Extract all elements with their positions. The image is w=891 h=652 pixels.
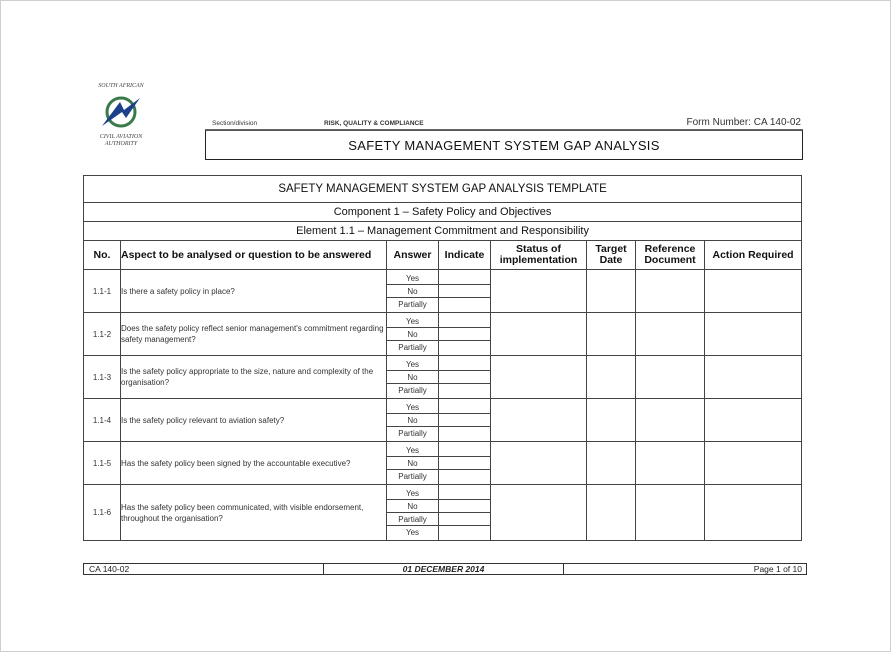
- template-title: SAFETY MANAGEMENT SYSTEM GAP ANALYSIS TEMPLATE: [84, 176, 802, 203]
- status-cell[interactable]: [491, 313, 587, 356]
- answer-option[interactable]: No: [387, 285, 438, 298]
- logo-bottom-line2: AUTHORITY: [104, 141, 138, 147]
- indicate-cell[interactable]: [439, 272, 490, 285]
- footer-doc-code: CA 140-02: [84, 564, 324, 574]
- indicate-cell[interactable]: [439, 427, 490, 440]
- table-row: [84, 485, 802, 541]
- answer-options: [387, 313, 439, 356]
- table-row: [84, 270, 802, 313]
- status-cell[interactable]: [491, 356, 587, 399]
- indicate-cell[interactable]: [439, 414, 490, 427]
- indicate-cell[interactable]: [439, 470, 490, 483]
- answer-option[interactable]: Partially: [398, 343, 427, 352]
- answer-option[interactable]: No: [387, 500, 438, 513]
- indicate-cell[interactable]: [439, 285, 490, 298]
- action-cell[interactable]: [705, 485, 802, 541]
- element-heading: Element 1.1 – Management Commitment and Responsibility: [84, 222, 802, 241]
- question-text: Is the safety policy appropriate to the size, nature and complexity of the organisation?: [121, 356, 387, 399]
- section-label: Section/division: [212, 120, 258, 127]
- question-text: Is the safety policy relevant to aviation safety?: [121, 399, 387, 442]
- action-cell[interactable]: [705, 399, 802, 442]
- indicate-cells: [439, 270, 491, 313]
- document-title: SAFETY MANAGEMENT SYSTEM GAP ANALYSIS: [205, 130, 803, 160]
- footer-date: 01 DECEMBER 2014: [324, 564, 564, 574]
- target-date-cell[interactable]: [587, 356, 636, 399]
- answer-option[interactable]: No: [387, 457, 438, 470]
- answer-options: [387, 485, 439, 541]
- col-answer: Answer: [387, 241, 439, 270]
- col-action: Action Required: [705, 241, 802, 270]
- col-status: Status of implementation: [491, 241, 587, 270]
- table-body: [84, 270, 802, 541]
- answer-option[interactable]: Yes: [387, 401, 438, 414]
- answer-option[interactable]: Yes: [405, 528, 420, 537]
- indicate-cell[interactable]: [439, 298, 490, 311]
- question-number: 1.1-3: [84, 356, 121, 399]
- form-number: Form Number: CA 140-02: [686, 117, 801, 128]
- question-text: Does the safety policy reflect senior management's commitment regarding safety management?: [121, 313, 387, 356]
- action-cell[interactable]: [705, 442, 802, 485]
- logo-top-text: SOUTH AFRICAN: [98, 83, 144, 89]
- status-cell[interactable]: [491, 270, 587, 313]
- indicate-cells: [439, 442, 491, 485]
- answer-options: [387, 399, 439, 442]
- col-reference: Reference Document: [636, 241, 705, 270]
- section-value: RISK, QUALITY & COMPLIANCE: [324, 120, 424, 127]
- action-cell[interactable]: [705, 270, 802, 313]
- indicate-cell[interactable]: [439, 341, 490, 354]
- table-row: [84, 442, 802, 485]
- indicate-cells: [439, 313, 491, 356]
- indicate-cell[interactable]: [439, 500, 490, 513]
- indicate-cell[interactable]: [439, 487, 490, 500]
- bird-emblem-icon: [96, 92, 146, 132]
- target-date-cell[interactable]: [587, 485, 636, 541]
- answer-option[interactable]: No: [387, 414, 438, 427]
- answer-option[interactable]: Yes: [387, 272, 438, 285]
- col-target-date: Target Date: [587, 241, 636, 270]
- reference-cell[interactable]: [636, 270, 705, 313]
- indicate-cell[interactable]: [439, 401, 490, 414]
- logo-bottom-line1: CIVIL AVIATION: [99, 134, 143, 140]
- sacaa-logo: [88, 83, 154, 155]
- indicate-cell[interactable]: [439, 371, 490, 384]
- column-header-row: [84, 241, 802, 270]
- action-cell[interactable]: [705, 313, 802, 356]
- answer-option[interactable]: Partially: [398, 472, 427, 481]
- target-date-cell[interactable]: [587, 442, 636, 485]
- gap-analysis-table: [83, 175, 802, 541]
- status-cell[interactable]: [491, 399, 587, 442]
- indicate-cell[interactable]: [439, 315, 490, 328]
- indicate-cell[interactable]: [439, 358, 490, 371]
- reference-cell[interactable]: [636, 313, 705, 356]
- status-cell[interactable]: [491, 485, 587, 541]
- question-number: 1.1-6: [84, 485, 121, 541]
- answer-option[interactable]: No: [387, 328, 438, 341]
- indicate-cell[interactable]: [439, 444, 490, 457]
- indicate-cell[interactable]: [439, 513, 490, 526]
- indicate-cell[interactable]: [439, 526, 490, 539]
- col-no: No.: [84, 241, 121, 270]
- answer-option[interactable]: No: [387, 371, 438, 384]
- question-text: Has the safety policy been communicated, with visible endorsement, throughout the organisation?: [121, 485, 387, 541]
- action-cell[interactable]: [705, 356, 802, 399]
- reference-cell[interactable]: [636, 485, 705, 541]
- reference-cell[interactable]: [636, 399, 705, 442]
- indicate-cell[interactable]: [439, 457, 490, 470]
- col-indicate: Indicate: [439, 241, 491, 270]
- indicate-cells: [439, 356, 491, 399]
- table-row: [84, 399, 802, 442]
- answer-option[interactable]: Yes: [387, 315, 438, 328]
- question-number: 1.1-1: [84, 270, 121, 313]
- answer-options: [387, 356, 439, 399]
- answer-option[interactable]: Yes: [387, 444, 438, 457]
- indicate-cells: [439, 399, 491, 442]
- footer-page-number: Page 1 of 10: [753, 564, 802, 574]
- table-row: [84, 313, 802, 356]
- target-date-cell[interactable]: [587, 313, 636, 356]
- answer-options: [387, 442, 439, 485]
- question-text: Has the safety policy been signed by the accountable executive?: [121, 442, 387, 485]
- indicate-cells: [439, 485, 491, 541]
- answer-option[interactable]: Yes: [387, 358, 438, 371]
- question-number: 1.1-5: [84, 442, 121, 485]
- answer-option[interactable]: Partially: [398, 300, 427, 309]
- indicate-cell[interactable]: [439, 384, 490, 397]
- answer-option[interactable]: Yes: [387, 487, 438, 500]
- col-aspect: Aspect to be analysed or question to be answered: [121, 241, 387, 270]
- answer-options: [387, 270, 439, 313]
- answer-option[interactable]: Partially: [398, 429, 427, 438]
- status-cell[interactable]: [491, 442, 587, 485]
- question-number: 1.1-2: [84, 313, 121, 356]
- table-row: [84, 356, 802, 399]
- reference-cell[interactable]: [636, 356, 705, 399]
- target-date-cell[interactable]: [587, 399, 636, 442]
- answer-option[interactable]: Partially: [398, 386, 427, 395]
- page-footer: [83, 563, 807, 575]
- target-date-cell[interactable]: [587, 270, 636, 313]
- question-text: Is there a safety policy in place?: [121, 270, 387, 313]
- answer-option[interactable]: Partially: [387, 513, 438, 526]
- indicate-cell[interactable]: [439, 328, 490, 341]
- question-number: 1.1-4: [84, 399, 121, 442]
- reference-cell[interactable]: [636, 442, 705, 485]
- component-heading: Component 1 – Safety Policy and Objectives: [84, 203, 802, 222]
